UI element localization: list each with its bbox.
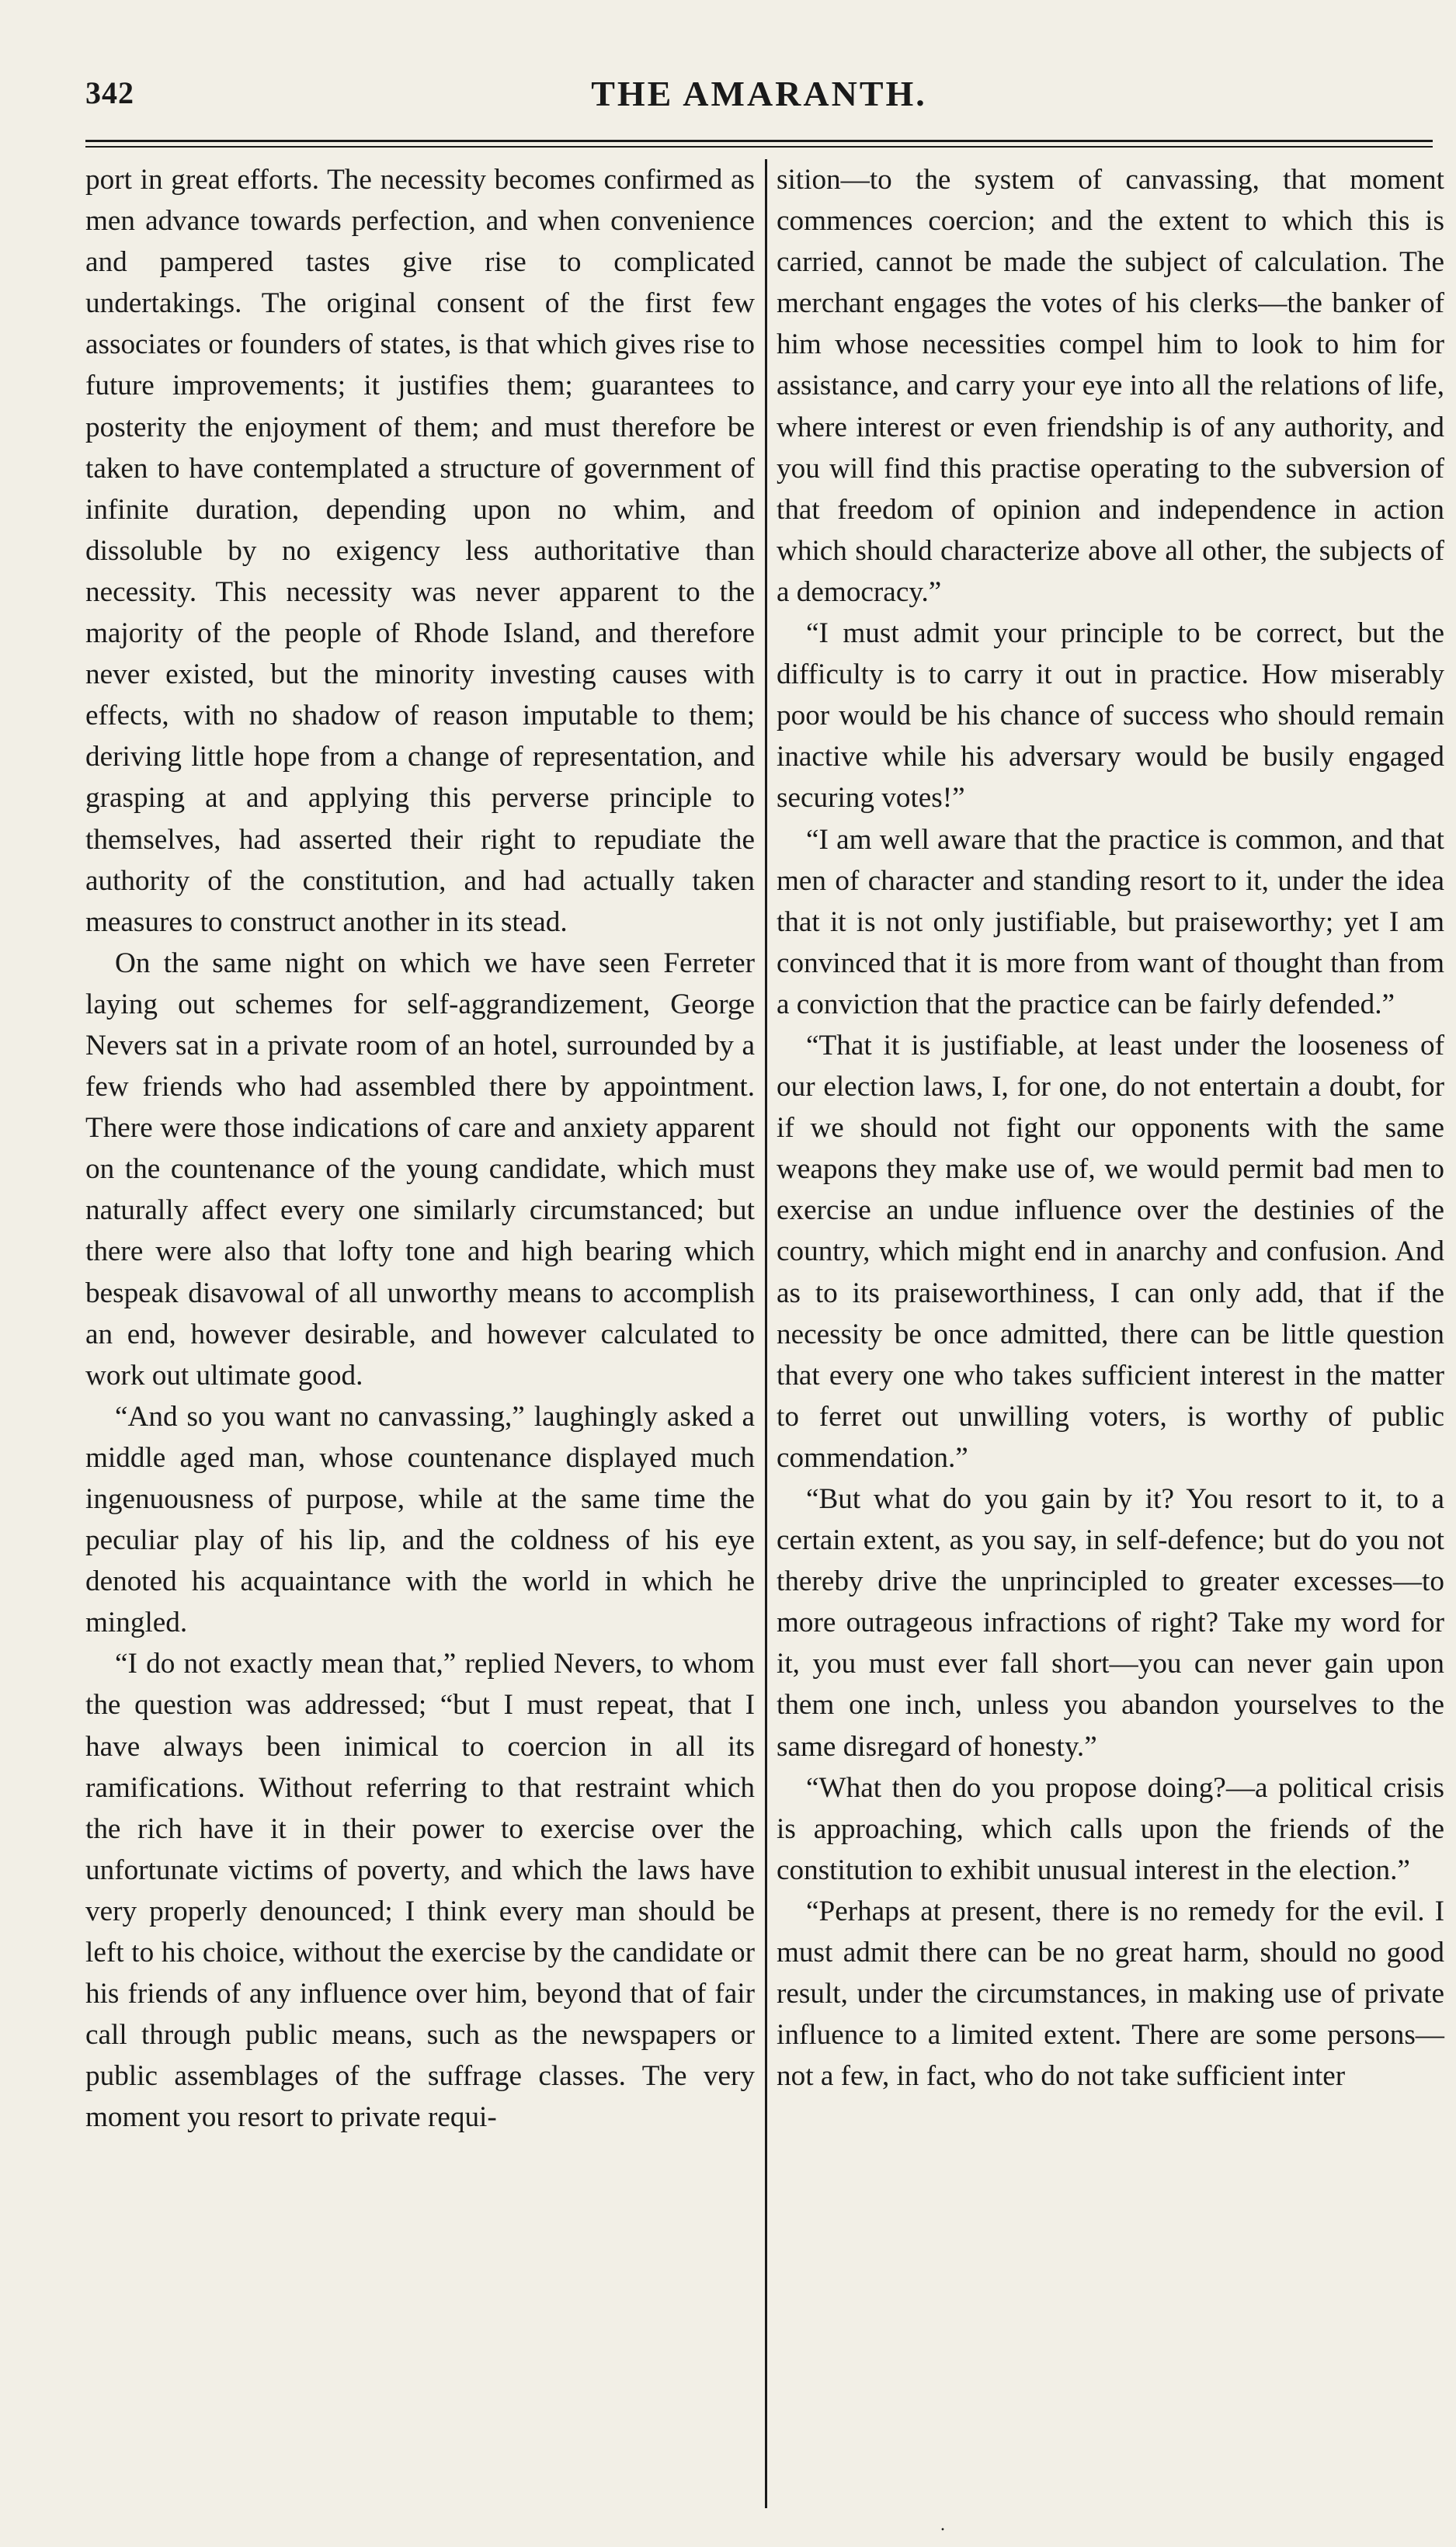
column-divider xyxy=(765,159,767,2508)
paragraph: “But what do you gain by it? You resort to it, to a certain extent, as you say, in self-defence; but do you not thereby drive the unprincipled to greater excesses—to more outrageous infractions of right? Take my word for it, you must ever fall short—you can never gain upon them one inch, unless you abandon yourselves to the same disregard of honesty.” xyxy=(777,1483,1444,1763)
running-title: THE AMARANTH. xyxy=(591,74,927,113)
paragraph: port in great efforts. The necessity becomes confirmed as men advance towards perfection, and when convenience and pampered tastes give rise to complicated undertakings. The original consent of the first few associates or founders of states, is that which gives rise to future improvements; it justifies them; guarantees to posterity the enjoyment of them; and must therefore be taken to have contemplated a structure of government of infinite duration, depending upon no whim, and dissoluble by no exigency less authoritative than necessity. This necessity was never apparent to the majority of the people of Rhode Island, and therefore never existed, but the minority investing causes with effects, with no shadow of reason imputable to them; deriving little hope from a change of representation, and grasping at and applying this perverse principle to themselves, had asserted their right to repudiate the authority of the constitution, and had actually taken measures to construct another in its stead. xyxy=(85,164,755,938)
page-number: 342 xyxy=(85,75,134,110)
paragraph: “I do not exactly mean that,” replied Nevers, to whom the question was addressed; “but I must repeat, that I have always been inimical to coercion in all its ramifications. Without referring to that restraint which the rich have it in their power to exercise over the unfortunate victims of poverty, and which the laws have very properly denounced; I think every man should be left to his choice, without the exercise by the candidate or his friends of any influence over him, beyond that of fair call through public means, such as the newspapers or public assemblages of the suffrage classes. The very moment you resort to private requi- xyxy=(85,1648,755,2134)
header-rule-top xyxy=(85,140,1433,142)
paragraph: “And so you want no canvassing,” laughingly asked a middle aged man, whose countenance displayed much ingenuousness of purpose, while at the same time the peculiar play of his lip, and the coldness of his eye denoted his acquaintance with the world in which he mingled. xyxy=(85,1400,755,1639)
paragraph: “What then do you propose doing?—a political crisis is approaching, which calls upon the friends of the constitution to exhibit unusual interest in the election.” xyxy=(777,1771,1444,1886)
right-column xyxy=(777,159,1444,2097)
paragraph: sition—to the system of canvassing, that moment commences coercion; and the extent to which this is carried, cannot be made the subject of calculation. The merchant engages the votes of his clerks—the banker of him whose necessities compel him to look to him for assistance, and carry your eye into all the relations of life, where interest or even friendship is of any authority, and you will find this practise operating to the subversion of that freedom of opinion and independence in action which should characterize above all other, the subjects of a democracy.” xyxy=(777,164,1444,608)
paragraph: “I must admit your principle to be correct, but the difficulty is to carry it out in practice. How miserably poor would be his chance of success who should remain inactive while his adversary would be busily engaged securing votes!” xyxy=(777,617,1444,815)
paragraph: “I am well aware that the practice is common, and that men of character and standing resort to it, under the idea that it is not only justifiable, but praiseworthy; yet I am convinced that it is more from want of thought than from a conviction that the practice can be fairly defended.” xyxy=(777,823,1444,1020)
footer-mark: · xyxy=(940,2520,946,2540)
page-header xyxy=(85,68,1433,123)
paragraph: “Perhaps at present, there is no remedy for the evil. I must admit there can be no great harm, should no good result, under the circumstances, in making use of private influence to a limited extent. There are some persons—not a few, in fact, who do not take sufficient inter xyxy=(777,1895,1444,2093)
paragraph: “That it is justifiable, at least under the looseness of our election laws, I, for one, do not entertain a doubt, for if we should not fight our opponents with the same weapons they make use of, we would permit bad men to exercise an undue influence over the destinies of the country, which might end in anarchy and confusion. And as to its praiseworthiness, I can only add, that if the necessity be once admitted, there can be little question that every one who takes sufficient interest in the matter to ferret out unwilling voters, is worthy of public commendation.” xyxy=(777,1029,1444,1474)
header-rule-bottom xyxy=(85,146,1433,148)
left-column xyxy=(85,159,755,2139)
paragraph: On the same night on which we have seen Ferreter laying out schemes for self-aggrandizement, George Nevers sat in a private room of an hotel, surrounded by a few friends who had assembled there by appointment. There were those indications of care and anxiety apparent on the countenance of the young candidate, which must naturally affect every one similarly circumstanced; but there were also that lofty tone and high bearing which bespeak disavowal of all unworthy means to accomplish an end, however desirable, and however calculated to work out ultimate good. xyxy=(85,947,755,1392)
